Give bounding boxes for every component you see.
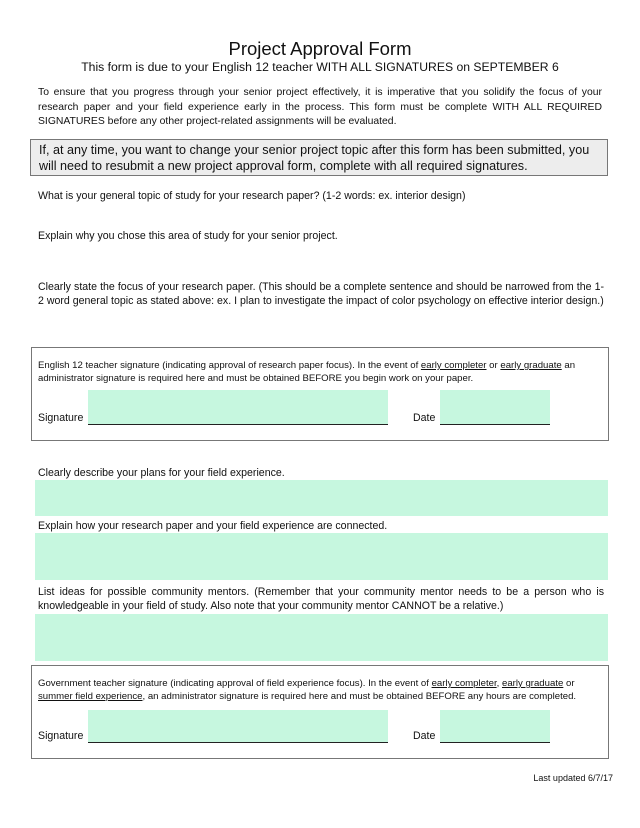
last-updated: Last updated 6/7/17 xyxy=(533,773,613,783)
english-date-label: Date xyxy=(413,412,436,424)
change-notice-box xyxy=(30,139,608,176)
english-text-c: an administrator signature is required here and must be obtained BEFORE you begin work on your paper. xyxy=(38,360,576,385)
english-date-line xyxy=(440,424,550,425)
question-research-focus: Clearly state the focus of your research paper. (This should be a complete sentence and should be narrowed from the 1-2 word general topic as stated above: ex. I plan to investigate the impact of color psychology on effective interior design.) xyxy=(38,281,604,308)
english-signature-line xyxy=(88,424,388,425)
mentors-input[interactable] xyxy=(35,614,608,661)
gov-text-b: , xyxy=(496,678,502,689)
question-field-plans: Clearly describe your plans for your field experience. xyxy=(38,467,285,479)
question-why-chosen: Explain why you chose this area of study for your senior project. xyxy=(38,230,338,242)
government-date-line xyxy=(440,742,550,743)
government-date-label: Date xyxy=(413,730,436,742)
connection-input[interactable] xyxy=(35,533,608,580)
question-connection: Explain how your research paper and your field experience are connected. xyxy=(38,520,388,532)
government-signature-instructions xyxy=(38,677,604,703)
government-signature-label: Signature xyxy=(38,730,84,742)
gov-early-graduate-term: early graduate xyxy=(501,678,564,689)
question-general-topic: What is your general topic of study for your research paper? (1-2 words: ex. interior design) xyxy=(38,190,466,202)
gov-early-completer-term: early completer xyxy=(431,678,497,689)
change-notice-text: If, at any time, you want to change your senior project topic after this form has been submitted, you will need to resubmit a new project approval form, complete with all required signatures. xyxy=(39,143,590,174)
intro-paragraph: To ensure that you progress through your senior project effectively, it is imperative that you solidify the focus of your research paper and your field experience early in the process. This form must be complete WITH ALL REQUIRED SIGNATURES before any other project-related assignments will be evaluated. xyxy=(38,87,602,128)
government-signature-field[interactable] xyxy=(88,710,388,742)
question-community-mentors: List ideas for possible community mentors. (Remember that your community mentor needs to be a person who is knowledgeable in your field of study. Also note that your community mentor CANNOT be a relative.) xyxy=(38,586,604,613)
form-title: Project Approval Form xyxy=(228,38,412,59)
early-graduate-term: early graduate xyxy=(500,360,562,371)
english-text-b: or xyxy=(486,360,501,371)
english-date-field[interactable] xyxy=(440,390,550,424)
gov-text-a: Government teacher signature (indicating approval of field experience focus). In the event of xyxy=(38,678,432,689)
government-date-field[interactable] xyxy=(440,710,550,742)
english-signature-field[interactable] xyxy=(88,390,388,424)
field-plans-input[interactable] xyxy=(35,480,608,516)
summer-field-experience-term: summer field experience xyxy=(38,691,143,703)
form-subtitle: This form is due to your English 12 teacher WITH ALL SIGNATURES on SEPTEMBER 6 xyxy=(81,60,559,74)
gov-text-d: , an administrator signature is required here and must be obtained BEFORE any hours are completed. xyxy=(142,691,577,703)
english-signature-instructions xyxy=(38,359,604,385)
gov-text-c: or xyxy=(563,678,575,689)
english-signature-label: Signature xyxy=(38,412,84,424)
government-signature-line xyxy=(88,742,388,743)
english-text-a: English 12 teacher signature (indicating approval of research paper focus). In the event of xyxy=(38,360,421,371)
early-completer-term: early completer xyxy=(420,360,487,371)
